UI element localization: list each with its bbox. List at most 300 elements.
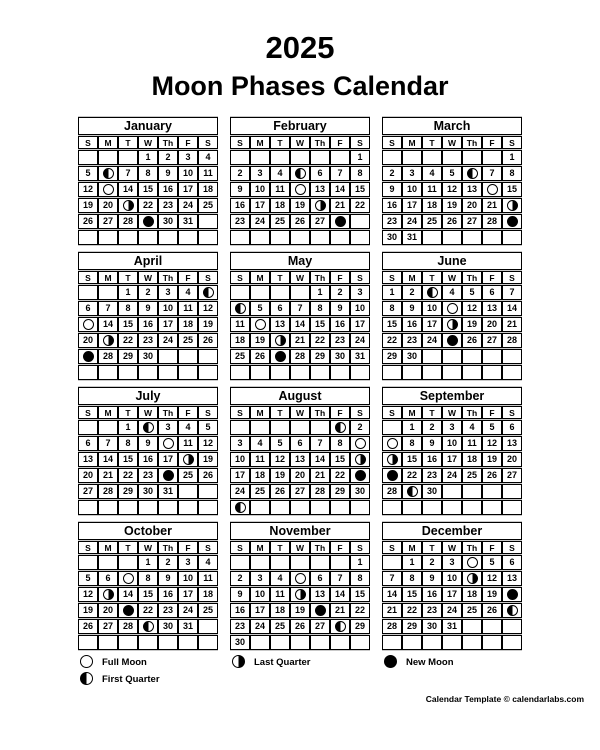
day-cell: 15 [350,587,370,602]
day-cell: 16 [138,452,158,467]
day-of-week-header: S [198,271,218,284]
empty-day-cell [462,500,482,515]
last-moon-icon [315,200,326,211]
day-cell-new-moon-day-28 [330,214,350,229]
day-cell: 25 [198,198,218,213]
day-cell: 16 [230,603,250,618]
empty-day-cell [330,230,350,245]
day-cell: 10 [422,301,442,316]
day-cell: 22 [118,333,138,348]
day-cell: 13 [502,571,522,586]
month-october [78,521,218,651]
day-of-week-header: T [270,541,290,554]
first-moon-icon [427,287,438,298]
first-moon-icon [103,168,114,179]
day-cell: 25 [462,468,482,483]
day-cell: 7 [482,166,502,181]
empty-day-cell [482,635,502,650]
day-cell: 4 [198,555,218,570]
month-title: June [382,252,522,270]
day-cell: 23 [330,333,350,348]
day-cell: 30 [230,635,250,650]
full-moon-icon [467,557,478,568]
day-cell: 3 [158,420,178,435]
day-cell: 13 [270,317,290,332]
day-cell: 2 [382,166,402,181]
day-cell: 14 [98,317,118,332]
empty-day-cell [350,500,370,515]
full-moon-icon [387,438,398,449]
empty-day-cell [270,420,290,435]
year-title: 2025 [265,30,335,65]
day-cell: 27 [310,214,330,229]
day-cell: 11 [270,182,290,197]
day-cell: 2 [402,285,422,300]
day-cell: 15 [502,182,522,197]
day-cell: 4 [422,166,442,181]
last-moon-icon [103,589,114,600]
day-cell: 17 [442,587,462,602]
day-cell: 4 [198,150,218,165]
day-cell: 22 [138,603,158,618]
empty-day-cell [442,230,462,245]
day-of-week-header: S [382,271,402,284]
day-of-week-header: T [118,406,138,419]
legend-item-first-quarter [80,673,218,685]
day-cell: 30 [330,349,350,364]
day-cell-first-moon-day-5 [198,285,218,300]
day-cell: 20 [502,452,522,467]
day-cell: 25 [178,468,198,483]
day-cell: 23 [422,468,442,483]
day-cell: 3 [158,285,178,300]
empty-day-cell [270,635,290,650]
day-cell: 23 [422,603,442,618]
day-cell: 1 [382,285,402,300]
empty-day-cell [350,214,370,229]
day-cell: 18 [230,333,250,348]
day-cell: 27 [462,214,482,229]
day-cell: 26 [290,214,310,229]
day-cell: 24 [178,198,198,213]
day-of-week-header: Th [310,406,330,419]
day-cell: 6 [502,420,522,435]
empty-day-cell [158,349,178,364]
day-cell: 28 [382,484,402,499]
day-of-week-header: M [98,406,118,419]
day-cell-last-moon-day-20 [270,333,290,348]
day-cell: 14 [310,452,330,467]
empty-day-cell [98,635,118,650]
empty-day-cell [290,365,310,380]
day-cell: 19 [482,452,502,467]
day-cell: 11 [178,436,198,451]
day-cell: 21 [310,468,330,483]
day-cell-new-moon-day-21 [118,603,138,618]
empty-day-cell [462,635,482,650]
day-cell: 4 [178,420,198,435]
day-cell: 23 [230,214,250,229]
day-of-week-header: F [482,406,502,419]
empty-day-cell [118,500,138,515]
day-cell: 25 [422,214,442,229]
empty-day-cell [482,500,502,515]
day-of-week-header: M [98,136,118,149]
empty-day-cell [138,635,158,650]
day-cell: 11 [250,452,270,467]
day-cell: 13 [502,436,522,451]
day-cell: 29 [382,349,402,364]
day-cell: 26 [462,333,482,348]
day-of-week-header: W [290,136,310,149]
full-moon-icon [80,655,93,668]
page-title: Moon Phases Calendar [151,71,449,101]
month-january [78,116,218,246]
legend-label-new-moon: New Moon [406,656,454,668]
day-cell: 12 [78,182,98,197]
day-cell: 24 [158,333,178,348]
day-of-week-header: S [350,271,370,284]
day-cell: 14 [98,452,118,467]
full-moon-icon [163,438,174,449]
day-cell: 15 [402,587,422,602]
empty-day-cell [118,635,138,650]
empty-day-cell [462,619,482,634]
empty-day-cell [178,349,198,364]
day-cell: 26 [270,484,290,499]
last-moon-icon [387,454,398,465]
empty-day-cell [382,420,402,435]
empty-day-cell [138,500,158,515]
day-cell: 10 [230,452,250,467]
empty-day-cell [310,150,330,165]
day-of-week-header: S [502,136,522,149]
day-of-week-header: S [382,406,402,419]
day-cell: 13 [310,182,330,197]
day-cell-new-moon-day-29 [138,214,158,229]
empty-day-cell [462,365,482,380]
new-moon-icon [355,470,366,481]
day-cell: 8 [118,436,138,451]
month-july [78,386,218,516]
day-cell: 12 [198,436,218,451]
new-moon-icon [143,216,154,227]
last-moon-icon [507,200,518,211]
day-cell: 28 [98,349,118,364]
day-of-week-header: M [250,406,270,419]
day-cell-full-moon-day-11 [442,301,462,316]
empty-day-cell [118,150,138,165]
day-of-week-header: M [402,136,422,149]
day-cell: 5 [78,571,98,586]
day-cell-first-moon-day-6 [462,166,482,181]
last-quarter-moon-icon [232,655,245,668]
month-title: October [78,522,218,540]
first-moon-icon [335,422,346,433]
new-moon-icon [335,216,346,227]
last-moon-icon [467,573,478,584]
day-cell: 14 [382,587,402,602]
day-cell-full-moon-day-12 [250,317,270,332]
day-cell: 11 [462,436,482,451]
day-cell: 10 [178,571,198,586]
day-cell: 19 [482,587,502,602]
day-cell: 28 [98,484,118,499]
empty-day-cell [442,500,462,515]
month-title: July [78,387,218,405]
new-moon-icon [384,655,397,668]
empty-day-cell [290,555,310,570]
day-cell-first-moon-day-6 [98,166,118,181]
day-of-week-header: W [442,541,462,554]
day-of-week-header: M [98,541,118,554]
day-cell: 27 [482,333,502,348]
day-of-week-header: S [502,271,522,284]
empty-day-cell [310,365,330,380]
month-title: January [78,117,218,135]
day-cell-last-moon-day-16 [350,452,370,467]
empty-day-cell [502,484,522,499]
day-cell: 24 [350,333,370,348]
day-cell-full-moon-day-10 [158,436,178,451]
day-cell: 23 [402,333,422,348]
day-cell: 20 [462,198,482,213]
day-of-week-header: M [402,271,422,284]
first-moon-icon [235,502,246,513]
day-cell: 5 [482,420,502,435]
day-cell: 16 [402,317,422,332]
empty-day-cell [78,635,98,650]
legend [0,654,600,690]
day-cell: 25 [178,333,198,348]
day-cell: 10 [250,182,270,197]
day-of-week-header: W [138,271,158,284]
day-cell: 1 [118,285,138,300]
day-of-week-header: F [482,271,502,284]
new-moon-icon [315,605,326,616]
day-cell: 26 [198,468,218,483]
empty-day-cell [442,635,462,650]
empty-day-cell [402,150,422,165]
empty-day-cell [230,420,250,435]
day-cell-last-moon-day-21 [118,198,138,213]
day-cell: 24 [442,603,462,618]
day-of-week-header: W [138,136,158,149]
day-cell: 18 [178,317,198,332]
day-cell: 19 [442,198,462,213]
day-cell: 12 [270,452,290,467]
day-cell-new-moon-day-20 [502,587,522,602]
last-moon-icon [295,589,306,600]
day-cell: 8 [402,571,422,586]
day-of-week-header: Th [158,271,178,284]
day-cell: 16 [230,198,250,213]
new-moon-icon [507,589,518,600]
day-of-week-header: M [402,541,422,554]
day-cell: 25 [230,349,250,364]
day-of-week-header: T [118,271,138,284]
day-cell: 1 [402,555,422,570]
day-cell-first-moon-day-1 [330,420,350,435]
day-of-week-header: W [138,541,158,554]
day-cell: 19 [250,333,270,348]
day-cell: 25 [270,214,290,229]
empty-day-cell [230,230,250,245]
first-moon-icon [143,621,154,632]
day-cell: 23 [138,468,158,483]
new-moon-icon [123,605,134,616]
empty-day-cell [310,230,330,245]
empty-day-cell [422,150,442,165]
day-of-week-header: W [442,271,462,284]
legend-item-full-moon [80,656,218,668]
empty-day-cell [78,500,98,515]
day-cell: 3 [250,571,270,586]
first-moon-icon [467,168,478,179]
empty-day-cell [442,365,462,380]
day-of-week-header: T [270,406,290,419]
day-cell: 15 [118,317,138,332]
day-cell-last-moon-day-12 [290,587,310,602]
empty-day-cell [270,500,290,515]
day-cell: 16 [138,317,158,332]
day-of-week-header: W [290,541,310,554]
full-moon-icon [255,319,266,330]
empty-day-cell [310,635,330,650]
day-cell: 19 [462,317,482,332]
footer-credit: Calendar Template © calendarlabs.com [425,694,584,704]
day-cell: 29 [350,619,370,634]
day-cell: 15 [350,182,370,197]
empty-day-cell [462,150,482,165]
day-of-week-header: T [422,271,442,284]
day-cell: 7 [382,571,402,586]
empty-day-cell [310,420,330,435]
day-cell: 29 [310,349,330,364]
day-cell: 14 [290,317,310,332]
day-cell: 27 [310,619,330,634]
last-moon-icon [355,454,366,465]
day-cell: 30 [138,349,158,364]
day-cell-new-moon-day-29 [502,214,522,229]
day-cell: 1 [350,555,370,570]
day-cell: 15 [118,452,138,467]
month-september [382,386,522,516]
day-cell: 10 [350,301,370,316]
day-cell: 2 [422,555,442,570]
full-moon-icon [355,438,366,449]
day-cell-last-moon-day-14 [382,452,402,467]
day-cell: 23 [158,603,178,618]
new-moon-icon [387,470,398,481]
empty-day-cell [270,150,290,165]
day-cell: 14 [330,587,350,602]
day-cell: 9 [330,301,350,316]
day-of-week-header: S [350,406,370,419]
day-cell: 2 [230,166,250,181]
day-cell: 8 [350,166,370,181]
day-cell: 9 [138,301,158,316]
day-cell: 1 [118,420,138,435]
day-cell: 13 [310,587,330,602]
day-cell: 5 [198,420,218,435]
day-cell: 19 [290,603,310,618]
day-cell: 21 [98,468,118,483]
day-cell: 6 [78,436,98,451]
day-cell: 9 [230,587,250,602]
day-cell: 19 [78,603,98,618]
day-of-week-header: Th [462,271,482,284]
legend-column-1 [78,654,218,690]
day-of-week-header: S [502,541,522,554]
day-cell: 8 [402,436,422,451]
day-cell: 6 [98,571,118,586]
empty-day-cell [482,349,502,364]
empty-day-cell [442,150,462,165]
empty-day-cell [502,635,522,650]
day-of-week-header: Th [310,136,330,149]
day-cell: 16 [330,317,350,332]
day-cell: 10 [402,182,422,197]
day-of-week-header: T [422,406,442,419]
day-cell: 1 [138,555,158,570]
empty-day-cell [198,500,218,515]
day-cell: 31 [442,619,462,634]
day-of-week-header: S [198,406,218,419]
day-cell: 31 [402,230,422,245]
last-moon-icon [447,319,458,330]
month-title: May [230,252,370,270]
empty-day-cell [350,230,370,245]
day-cell: 11 [178,301,198,316]
day-of-week-header: W [138,406,158,419]
day-cell: 13 [290,452,310,467]
day-cell: 12 [198,301,218,316]
day-cell: 2 [158,150,178,165]
day-cell: 20 [78,468,98,483]
day-cell: 22 [350,603,370,618]
empty-day-cell [158,635,178,650]
day-cell: 19 [78,198,98,213]
day-cell: 20 [482,317,502,332]
day-cell: 16 [422,452,442,467]
day-cell: 20 [78,333,98,348]
day-cell: 22 [310,333,330,348]
day-cell: 26 [482,603,502,618]
day-cell: 21 [482,198,502,213]
day-cell: 6 [310,166,330,181]
day-cell-full-moon-day-5 [290,571,310,586]
day-cell: 3 [350,285,370,300]
day-cell: 11 [270,587,290,602]
day-cell: 2 [422,420,442,435]
months-grid [0,116,600,651]
day-cell: 14 [330,182,350,197]
day-cell: 8 [118,301,138,316]
empty-day-cell [250,285,270,300]
empty-day-cell [310,555,330,570]
new-moon-icon [163,470,174,481]
empty-day-cell [290,230,310,245]
empty-day-cell [250,150,270,165]
day-cell: 6 [482,285,502,300]
day-cell: 13 [482,301,502,316]
month-february [230,116,370,246]
day-cell: 3 [178,150,198,165]
day-cell: 1 [502,150,522,165]
empty-day-cell [178,365,198,380]
day-cell: 9 [138,436,158,451]
